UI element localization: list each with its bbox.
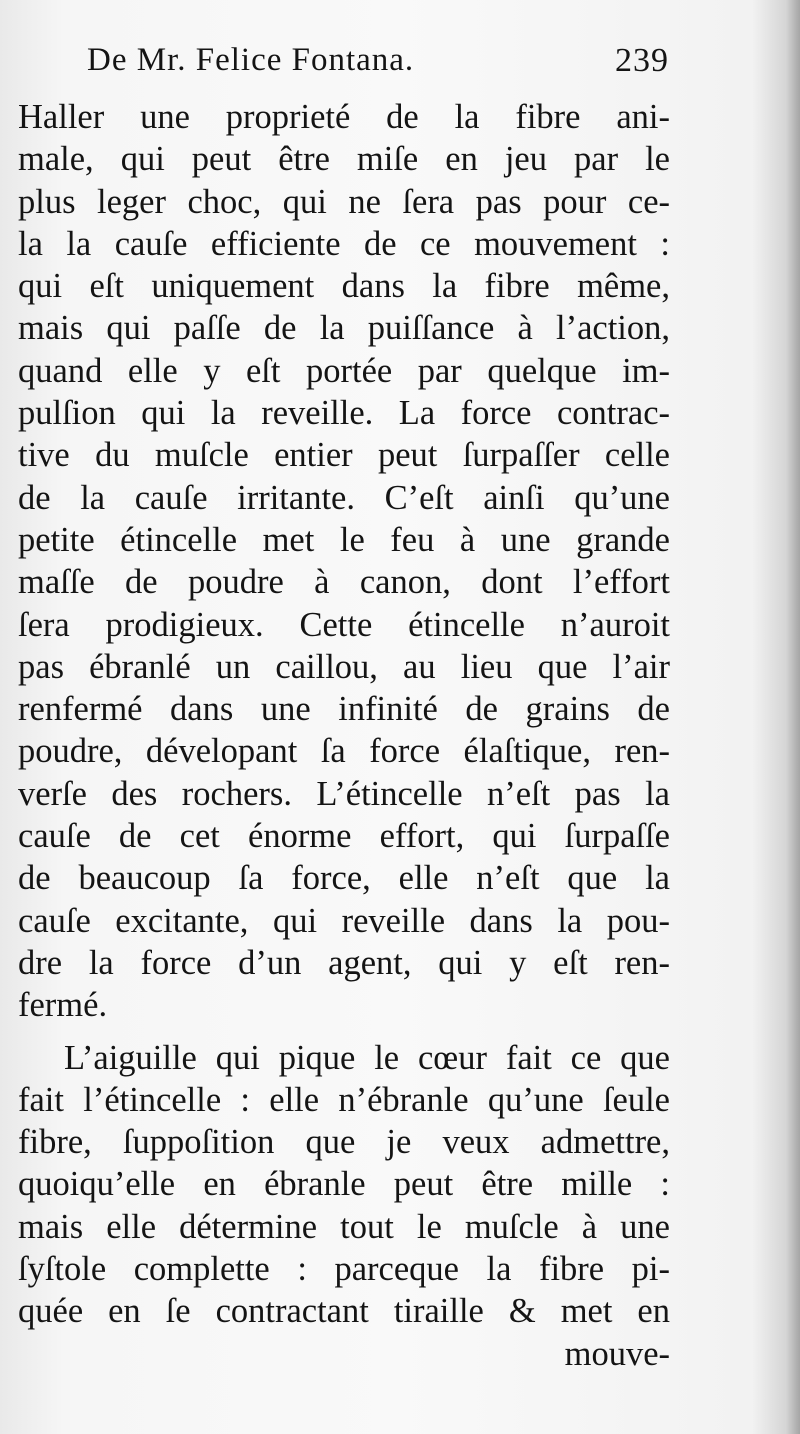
- running-head-title: De Mr. Felice Fontana.: [87, 42, 415, 78]
- text-line: de la cauſe irritante. C’eſt ainſi qu’une: [18, 478, 670, 517]
- text-line: fait l’étincelle : elle n’ébranle qu’une ſeule: [18, 1080, 670, 1119]
- text-line: quand elle y eſt portée par quelque im-: [18, 351, 670, 390]
- text-line: la la cauſe efficiente de ce mouvement :: [18, 224, 670, 263]
- text-line: mais elle détermine tout le muſcle à une: [18, 1207, 670, 1246]
- text-line: mais qui paſſe de la puiſſance à l’action,: [18, 309, 670, 348]
- text-line: renfermé dans une infinité de grains de: [18, 690, 670, 729]
- text-line: maſſe de poudre à canon, dont l’effort: [18, 563, 670, 602]
- catchword: mouve-: [564, 1334, 670, 1373]
- text-line: dre la force d’un agent, qui y eſt ren-: [18, 943, 670, 982]
- text-line: L’aiguille qui pique le cœur fait ce que: [64, 1038, 670, 1077]
- text-line: pas ébranlé un caillou, au lieu que l’air: [18, 647, 670, 686]
- text-line: fibre, ſuppoſition que je veux admettre,: [18, 1123, 670, 1162]
- text-line: pulſion qui la reveille. La force contrac-: [18, 394, 670, 433]
- text-line: tive du muſcle entier peut ſurpaſſer celle: [18, 436, 670, 475]
- text-line: Haller une proprieté de la fibre ani-: [18, 98, 670, 136]
- text-line: cauſe excitante, qui reveille dans la pou-: [18, 901, 670, 940]
- text-line: fermé.: [18, 986, 108, 1025]
- paragraph-2: [18, 1037, 670, 1333]
- text-line: male, qui peut être miſe en jeu par le: [18, 140, 670, 179]
- text-line: quoiqu’elle en ébranle peut être mille :: [18, 1165, 670, 1204]
- text-line: plus leger choc, qui ne ſera pas pour ce-: [18, 182, 670, 221]
- text-line: qui eſt uniquement dans la fibre même,: [18, 267, 670, 306]
- text-line: verſe des rochers. L’étincelle n’eſt pas la: [18, 774, 670, 813]
- text-line: ſera prodigieux. Cette étincelle n’auroit: [18, 605, 670, 644]
- text-line: poudre, dévelopant ſa force élaſtique, ren-: [18, 732, 670, 771]
- text-line: cauſe de cet énorme effort, qui ſurpaſſe: [18, 817, 670, 856]
- text-line: de beaucoup ſa force, elle n’eſt que la: [18, 859, 670, 898]
- running-head: [87, 42, 669, 88]
- text-line: quée en ſe contractant tiraille & met en: [18, 1292, 670, 1331]
- text-line: ſyſtole complette : parceque la fibre pi-: [18, 1250, 670, 1289]
- paragraph-gap: [18, 1027, 670, 1037]
- text-line: petite étincelle met le feu à une grande: [18, 520, 670, 559]
- body-text: [18, 96, 670, 1375]
- page-number: 239: [615, 42, 669, 79]
- paragraph-1: [18, 96, 670, 1027]
